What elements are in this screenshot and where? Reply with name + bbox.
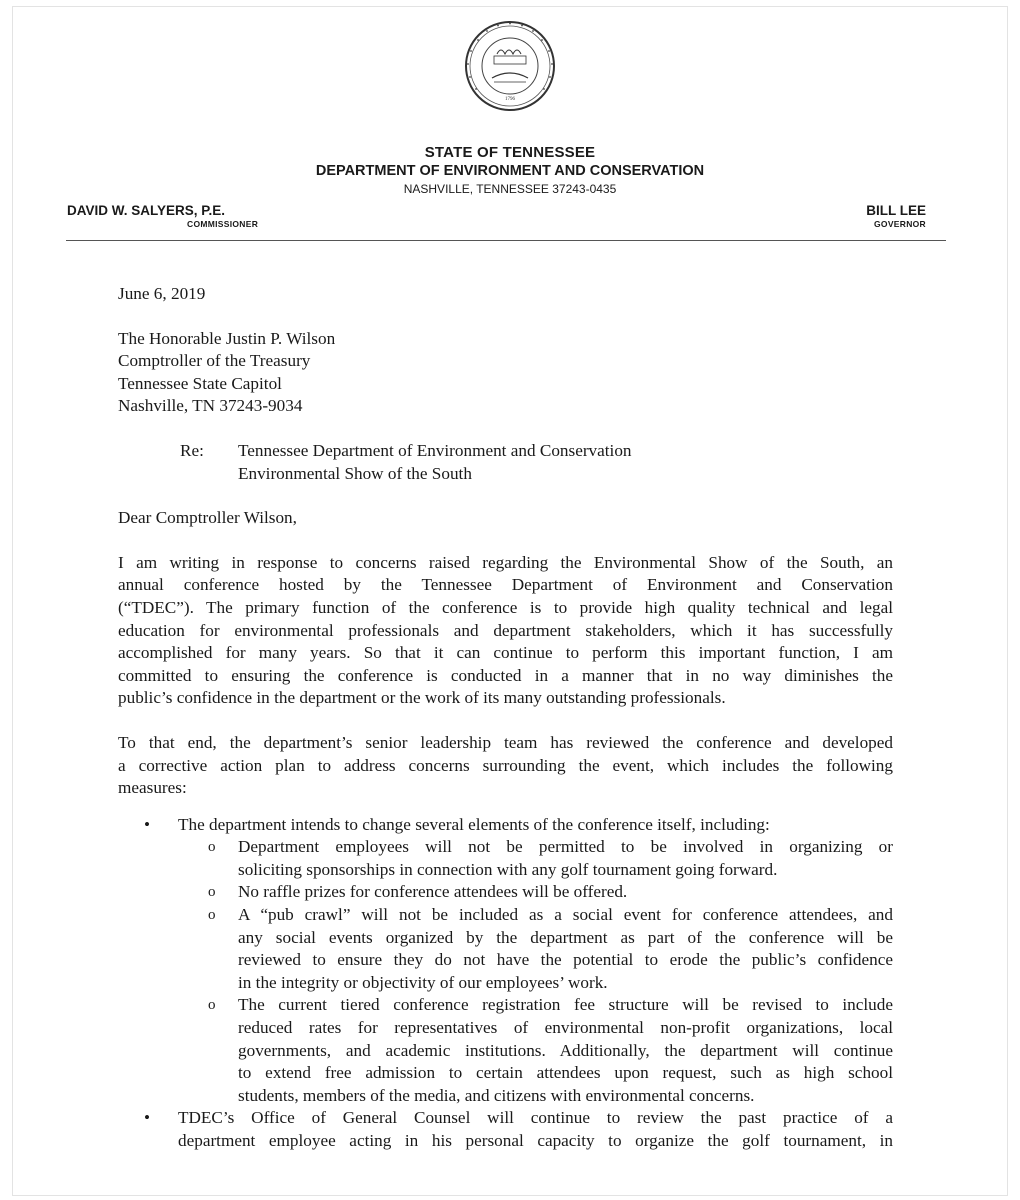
paragraph-intro — [118, 552, 893, 710]
subject-text: Tennessee Department of Environment and Conservation — [238, 440, 632, 460]
sub-bullet-line: governments, and academic institutions. Additionally, the department will continue — [238, 1040, 893, 1060]
sub-bullet-item — [118, 836, 893, 881]
paragraph-line: (“TDEC”). The primary function of the conference is to provide high quality technical and legal — [118, 597, 893, 617]
commissioner-block — [67, 203, 258, 230]
paragraph-line: a corrective action plan to address concerns surrounding the event, which includes the following — [118, 755, 893, 775]
letterhead-divider — [66, 240, 946, 241]
subject-line — [180, 440, 893, 485]
recipient-line: The Honorable Justin P. Wilson — [118, 328, 336, 348]
sub-bullet-line: students, members of the media, and citizens with environmental concerns. — [238, 1085, 755, 1105]
paragraph-line: I am writing in response to concerns raised regarding the Environmental Show of the South, an — [118, 552, 893, 572]
letter-date: June 6, 2019 — [118, 284, 206, 303]
seal-year: 1796 — [505, 97, 515, 102]
sub-bullet-marker: o — [208, 907, 216, 924]
subject-text: Environmental Show of the South — [238, 463, 472, 483]
sub-bullet-marker: o — [208, 884, 216, 901]
letterhead-state: STATE OF TENNESSEE — [424, 144, 596, 161]
paragraph-line: public’s confidence in the department or the work of its many outstanding professionals. — [118, 688, 726, 708]
commissioner-name: DAVID W. SALYERS, P.E. — [67, 203, 226, 218]
salutation: Dear Comptroller Wilson, — [118, 508, 297, 528]
recipient-address — [118, 328, 893, 418]
paragraph-line: education for environmental professionals and department stakeholders, which it has successfully — [118, 620, 893, 640]
recipient-line: Nashville, TN 37243-9034 — [118, 396, 303, 416]
bullet-line: department employee acting in his personal capacity to organize the golf tournament, in — [178, 1131, 893, 1150]
sub-bullet-line: reduced rates for representatives of environmental non-profit organizations, local — [238, 1018, 893, 1038]
governor-block — [866, 203, 926, 230]
subject-label: Re: — [180, 440, 204, 460]
commissioner-title: COMMISSIONER — [187, 219, 259, 229]
tennessee-state-seal — [464, 20, 556, 112]
letterhead — [0, 144, 1020, 197]
recipient-line: Comptroller of the Treasury — [118, 351, 311, 371]
letterhead-address: NASHVILLE, TENNESSEE 37243-0435 — [403, 182, 617, 196]
paragraph-action-plan — [118, 732, 893, 800]
governor-title: GOVERNOR — [874, 219, 926, 229]
bullet-line: TDEC’s Office of General Counsel will continue to review the past practice of a — [178, 1108, 893, 1128]
paragraph-line: To that end, the department’s senior leadership team has reviewed the conference and developed — [118, 732, 893, 752]
sub-bullet-line: A “pub crawl” will not be included as a social event for conference attendees, and — [238, 905, 893, 925]
bullet-marker: • — [144, 814, 151, 834]
sub-bullet-line: to extend free admission to certain attendees upon request, such as high school — [238, 1063, 893, 1083]
sub-bullet-line: soliciting sponsorships in connection with any golf tournament going forward. — [238, 859, 778, 879]
letter-body — [118, 283, 893, 1153]
letterhead-department: DEPARTMENT OF ENVIRONMENT AND CONSERVATION — [315, 163, 705, 179]
sub-bullet-line: any social events organized by the department as part of the conference will be — [238, 927, 893, 947]
bullet-marker: • — [144, 1108, 151, 1128]
bullet-item — [118, 814, 893, 837]
sub-bullet-line: No raffle prizes for conference attendees will be offered. — [238, 882, 628, 902]
sub-bullet-line: reviewed to ensure they do not have the potential to erode the public’s confidence — [238, 950, 893, 970]
sub-bullet-item — [118, 904, 893, 994]
paragraph-line: accomplished for many years. So that it can continue to perform this important function, I am — [118, 643, 893, 663]
sub-bullet-marker: o — [208, 839, 216, 856]
sub-bullet-line: The current tiered conference registration fee structure will be revised to include — [238, 995, 893, 1015]
governor-name: BILL LEE — [866, 203, 926, 218]
paragraph-line: measures: — [118, 778, 187, 798]
sub-bullet-item — [118, 994, 893, 1107]
sub-bullet-item — [118, 881, 893, 904]
sub-bullet-line: in the integrity or objectivity of our employees’ work. — [238, 972, 608, 992]
paragraph-line: committed to ensuring the conference is conducted in a manner that in no way diminishes the — [118, 665, 893, 685]
bullet-item — [118, 1107, 893, 1152]
sub-bullet-line: Department employees will not be permitted to be involved in organizing or — [238, 837, 893, 857]
paragraph-line: annual conference hosted by the Tennessee Department of Environment and Conservation — [118, 575, 893, 595]
bullet-text: The department intends to change several elements of the conference itself, including: — [178, 814, 770, 834]
recipient-line: Tennessee State Capitol — [118, 373, 282, 393]
sub-bullet-marker: o — [208, 997, 216, 1014]
